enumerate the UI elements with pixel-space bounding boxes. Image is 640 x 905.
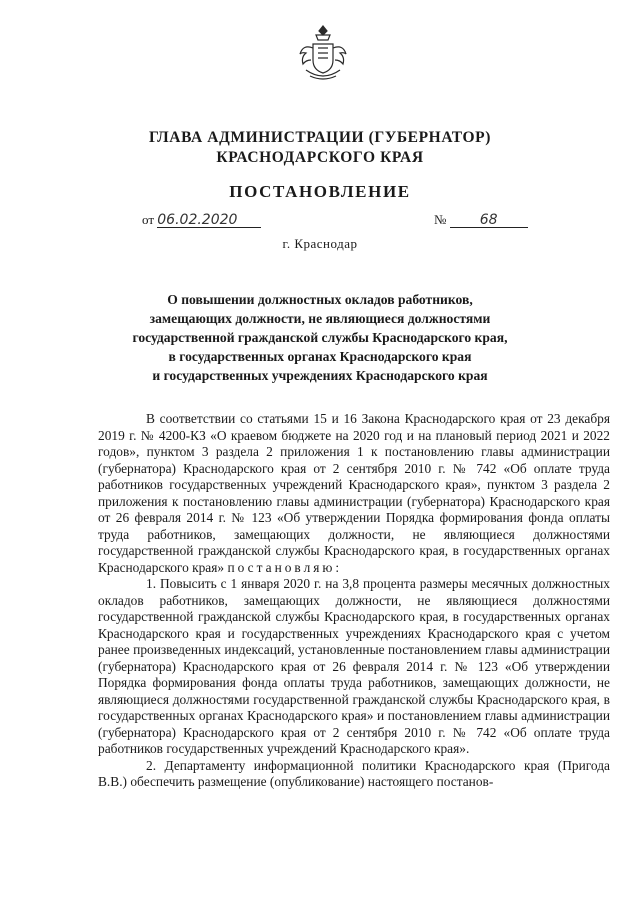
date-value: 06.02.2020 xyxy=(157,212,238,228)
authority-line-2: КРАСНОДАРСКОГО КРАЯ xyxy=(216,149,424,166)
preamble-text: В соответствии со статьями 15 и 16 Закона Краснодарского края от 23 декабря 2019 г. № 4200-КЗ «О краевом бюджете на 2020 год и на плановый период 2021 и 2022 годов», пунктом 3 раздела 2 приложения 1 к постановлению главы администрации (губернатора) Краснодарского края от 2 сентября 2010 г. № 742 «Об оплате труда работников государственных учреждений Краснодарского края», пунктом 3 раздела 2 приложения к постановлению главы администрации (губернатора) Краснодарского края от 26 февраля 2014 г. № 123 «Об утверждении Порядка формирования фонда оплаты труда работников, замещающих должности, не являющиеся должностями государственной гражданской службы Краснодарского края, в государственных органах Краснодарского края» xyxy=(98,411,610,575)
date-prefix: от xyxy=(142,212,155,227)
number-field xyxy=(450,213,528,228)
number-value: 68 xyxy=(479,212,498,228)
resolve-word: постановляю: xyxy=(227,559,343,575)
document-type: ПОСТАНОВЛЕНИЕ xyxy=(229,182,411,201)
title-line-2: замещающих должности, не являющиеся должностями xyxy=(149,311,491,326)
title-line-1: О повышении должностных окладов работников, xyxy=(167,292,473,307)
date-line xyxy=(142,212,261,228)
authority-line-1: ГЛАВА АДМИНИСТРАЦИИ (ГУБЕРНАТОР) xyxy=(149,129,491,146)
title-line-5: и государственных учреждениях Краснодарского края xyxy=(152,368,488,383)
item-2: 2. Департаменту информационной политики Краснодарского края (Пригода В.В.) обеспечить размещение (опубликование) настоящего постанов- xyxy=(98,757,610,789)
date-field xyxy=(157,213,261,228)
krasnodar-coat-of-arms-icon xyxy=(296,22,350,84)
item-1: 1. Повысить с 1 января 2020 г. на 3,8 процента размеры месячных должностных окладов работников, замещающих должности, не являющиеся должностями государственной гражданской службы Краснодарского края, в государственных органах Краснодарского края и государственных учреждениях Краснодарского края с учетом ранее произведенных индексаций, установленные постановлением главы администрации (губернатора) Краснодарского края от 26 февраля 2014 г. № 123 «Об утверждении Порядка формирования фонда оплаты труда работников, замещающих должности, не являющиеся должностями государственной гражданской службы Краснодарского края, в государственных органах Краснодарского края» и постановлением главы администрации (губернатора) Краснодарского края от 2 сентября 2010 г. № 742 «Об оплате труда работников государственных учреждений Краснодарского края». xyxy=(98,576,610,756)
number-line xyxy=(434,212,528,228)
title-line-3: государственной гражданской службы Краснодарского края, xyxy=(132,330,508,345)
title-line-4: в государственных органах Краснодарского края xyxy=(168,349,472,364)
city: г. Краснодар xyxy=(282,236,358,251)
number-prefix: № xyxy=(434,212,447,227)
issuing-authority xyxy=(0,128,640,168)
preamble-paragraph xyxy=(98,411,610,576)
document-body xyxy=(98,411,610,791)
document-title xyxy=(0,290,640,385)
